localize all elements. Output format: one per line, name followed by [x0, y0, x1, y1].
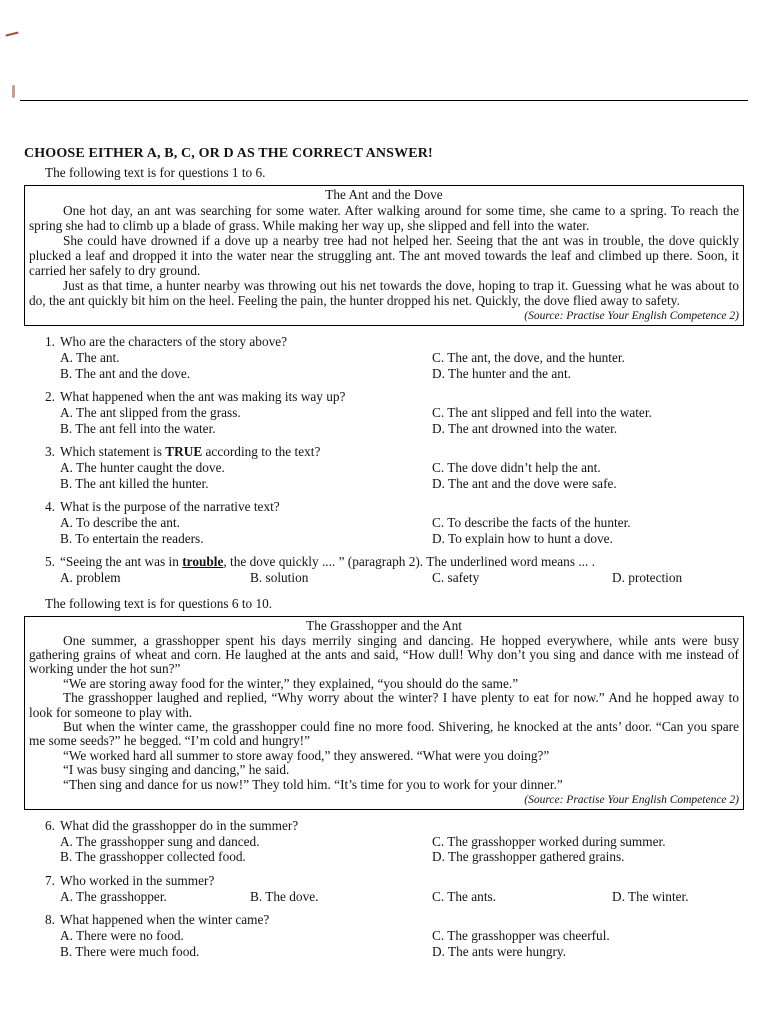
option-4-a: A. To describe the ant.: [60, 515, 180, 530]
option-7-b: B. The dove.: [250, 888, 319, 904]
options-group: [24, 405, 744, 436]
story-paragraph: One hot day, an ant was searching for some water. After walking around for some time, she came to a spring. To reach the spring she had to climb up a blade of grass. While making her way up, she slipped and fell into the water.: [29, 203, 739, 233]
options-group: [24, 834, 744, 865]
option-8-c: C. The grasshopper was cheerful.: [432, 928, 610, 944]
question-number: 8.: [45, 912, 55, 928]
top-divider-rule: [20, 100, 748, 101]
story-paragraph: “We are storing away food for the winter,” they explained, “you should do the same.”: [63, 675, 519, 691]
option-6-a: A. The grasshopper sung and danced.: [60, 833, 260, 849]
story-paragraph: Just as that time, a hunter nearby was throwing out his net towards the dove, hoping to trap it. Guessing what he was about to do, the ant quickly bit him on the heel. Feeling the pain, the hunter dropped his net. Quickly, the dove flied away to safety.: [29, 278, 739, 308]
story-paragraph: But when the winter came, the grasshopper could fine no more food. Shivering, he knocked at the ants’ door. “Can you spare me some seeds?” he begged. “I’m cold and hungry!”: [29, 718, 739, 749]
section1-intro: The following text is for questions 1 to 6.: [45, 165, 266, 180]
option-3-c: C. The dove didn’t help the ant.: [432, 460, 601, 475]
question-text: [24, 334, 744, 350]
question-stem: What is the purpose of the narrative text?: [60, 499, 280, 514]
question-text: [24, 912, 744, 928]
stray-ink-mark: [5, 32, 19, 41]
stem-pre: Which statement is: [60, 444, 166, 459]
option-4-c: C. To describe the facts of the hunter.: [432, 515, 631, 530]
option-5-c: C. safety: [432, 570, 480, 585]
source-citation: (Source: Practise Your English Competence 2): [524, 310, 739, 322]
question-number: 4.: [45, 499, 55, 514]
option-2-a: A. The ant slipped from the grass.: [60, 405, 241, 420]
option-6-b: B. The grasshopper collected food.: [60, 849, 246, 865]
option-4-b: B. To entertain the readers.: [60, 530, 204, 546]
question-text: [24, 818, 744, 834]
question-1: [24, 334, 744, 381]
question-number: 2.: [45, 389, 55, 404]
story-paragraph: The grasshopper laughed and replied, “Why worry about the winter? I have plenty to eat for now.” And he hopped away to look for someone to play with.: [29, 690, 739, 720]
option-5-a: A. problem: [60, 570, 121, 585]
question-text: [24, 389, 744, 405]
option-7-d: D. The winter.: [612, 888, 689, 904]
option-1-a: A. The ant.: [60, 350, 120, 365]
question-4: [24, 499, 744, 546]
question-2: [24, 389, 744, 436]
question-number: 1.: [45, 334, 55, 349]
option-1-b: B. The ant and the dove.: [60, 365, 191, 381]
reading-text-ant-and-dove: [24, 185, 744, 326]
question-text: [24, 444, 744, 460]
stem-post: according to the text?: [202, 444, 321, 459]
source-citation: (Source: Practise Your English Competence 2): [524, 793, 739, 806]
story-paragraph: She could have drowned if a dove up a nearby tree had not helped her. Seeing that the ant was in trouble, the dove quickly plucked a leaf and dropped it into the water near the struggling ant. The ant moved towards the leaf and climbed up there. Soon, it carried her safely to dry ground.: [29, 233, 739, 278]
option-8-b: B. There were much food.: [60, 943, 200, 959]
stem-emphasis: trouble: [182, 554, 224, 569]
option-2-c: C. The ant slipped and fell into the water.: [432, 405, 652, 420]
story-paragraph: “Then sing and dance for us now!” They told him. “It’s time for you to work for your dinner.”: [63, 776, 563, 792]
question-stem: [60, 554, 595, 569]
question-number: 7.: [45, 872, 55, 888]
stem-pre: “Seeing the ant was in: [60, 554, 183, 569]
option-6-c: C. The grasshopper worked during summer.: [432, 833, 666, 849]
question-8: [24, 912, 744, 959]
story-title: The Ant and the Dove: [325, 187, 443, 202]
question-number: 6.: [45, 817, 55, 833]
story-title: The Grasshopper and the Ant: [306, 617, 462, 633]
question-6: [24, 818, 744, 865]
option-7-a: A. The grasshopper.: [60, 888, 167, 904]
question-text: [24, 873, 744, 889]
reading-text-grasshopper-and-ant: [24, 616, 744, 810]
question-5: [24, 554, 744, 586]
stem-emphasis: TRUE: [165, 444, 203, 459]
question-stem: Who worked in the summer?: [60, 872, 215, 888]
options-group: [24, 570, 744, 586]
stem-post: , the dove quickly .... ” (paragraph 2). The underlined word means ... .: [223, 554, 595, 569]
stray-ink-mark: [12, 85, 15, 98]
option-4-d: D. To explain how to hunt a dove.: [432, 530, 613, 546]
option-7-c: C. The ants.: [432, 888, 497, 904]
question-stem: What happened when the ant was making its way up?: [60, 389, 346, 404]
options-group: [24, 350, 744, 381]
option-1-d: D. The hunter and the ant.: [432, 365, 571, 381]
question-stem: Who are the characters of the story above?: [60, 334, 288, 349]
option-1-c: C. The ant, the dove, and the hunter.: [432, 350, 625, 365]
story-paragraph: “We worked hard all summer to store away food,” they answered. “What were you doing?”: [63, 747, 550, 763]
options-group: [24, 460, 744, 491]
options-group: [24, 515, 744, 546]
option-8-d: D. The ants were hungry.: [432, 943, 567, 959]
options-group: [24, 889, 744, 905]
option-5-b: B. solution: [250, 570, 309, 585]
question-stem: What did the grasshopper do in the summer?: [60, 817, 299, 833]
options-group: [24, 928, 744, 959]
question-stem: [60, 444, 320, 459]
question-text: [24, 554, 744, 570]
question-7: [24, 873, 744, 905]
question-text: [24, 499, 744, 515]
option-8-a: A. There were no food.: [60, 928, 184, 944]
story-paragraph: “I was busy singing and dancing,” he said.: [63, 762, 290, 778]
option-3-a: A. The hunter caught the dove.: [60, 460, 225, 475]
option-3-d: D. The ant and the dove were safe.: [432, 475, 617, 491]
question-number: 3.: [45, 444, 55, 459]
option-6-d: D. The grasshopper gathered grains.: [432, 849, 625, 865]
question-3: [24, 444, 744, 491]
question-stem: What happened when the winter came?: [60, 912, 270, 928]
question-number: 5.: [45, 554, 55, 569]
option-2-b: B. The ant fell into the water.: [60, 420, 216, 436]
option-3-b: B. The ant killed the hunter.: [60, 475, 209, 491]
story-paragraph: One summer, a grasshopper spent his days merrily singing and dancing. He hopped everywhere, while ants were busy gathering grains of wheat and corn. He laughed at the ants and said, “How dull! Why don’t you sing and dance with me instead of working under the hot sun?”: [29, 632, 739, 677]
section2-intro: The following text is for questions 6 to 10.: [45, 595, 273, 611]
option-2-d: D. The ant drowned into the water.: [432, 420, 618, 436]
option-5-d: D. protection: [612, 570, 683, 585]
main-instruction: CHOOSE EITHER A, B, C, OR D AS THE CORRECT ANSWER!: [24, 146, 433, 161]
